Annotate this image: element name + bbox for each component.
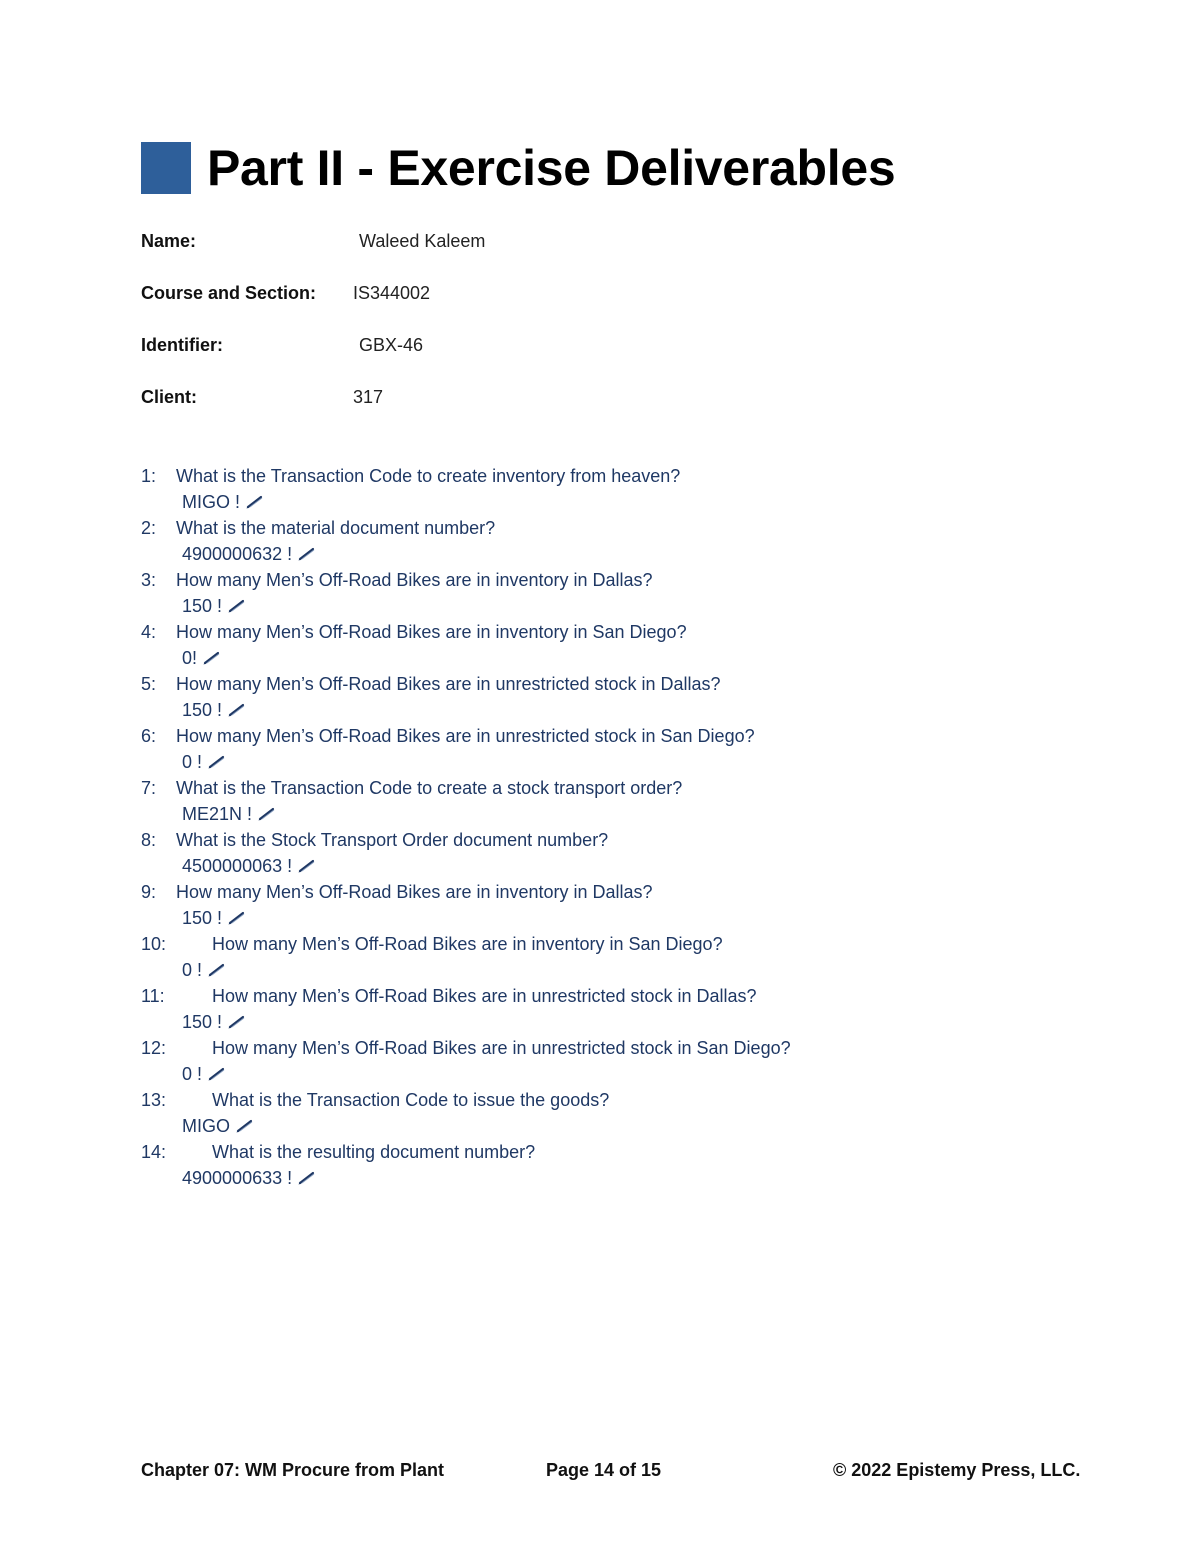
question-item <box>141 775 1141 827</box>
question-line <box>141 775 1141 801</box>
question-text: How many Men’s Off-Road Bikes are in unrestricted stock in Dallas? <box>176 674 721 694</box>
answer-text: 4500000063 ! <box>182 856 293 876</box>
answer-text: 4900000633 ! <box>182 1168 293 1188</box>
question-line <box>141 827 1141 853</box>
question-text: How many Men’s Off-Road Bikes are in inventory in San Diego? <box>212 934 723 954</box>
client-label: Client: <box>141 387 197 407</box>
question-number: 14: <box>141 1142 167 1162</box>
question-line <box>141 931 1141 957</box>
pencil-icon <box>228 911 246 925</box>
question-number: 12: <box>141 1038 167 1058</box>
answer-line <box>141 749 1141 775</box>
answer-text: MIGO <box>182 1116 230 1136</box>
identifier-label: Identifier: <box>141 335 224 355</box>
footer-page-number: Page 14 of 15 <box>546 1460 662 1480</box>
question-item <box>141 723 1141 775</box>
question-number: 8: <box>141 830 157 850</box>
pencil-icon <box>208 755 226 769</box>
question-item <box>141 515 1141 567</box>
question-number: 10: <box>141 934 167 954</box>
question-number: 11: <box>141 986 165 1006</box>
answer-line <box>141 541 1141 567</box>
pencil-icon <box>298 859 316 873</box>
answer-text: ME21N ! <box>182 804 253 824</box>
answer-line <box>141 697 1141 723</box>
answer-line <box>141 489 1141 515</box>
identifier-value: GBX-46 <box>359 335 424 355</box>
question-text: What is the resulting document number? <box>212 1142 536 1162</box>
answer-text: 0 ! <box>182 1064 203 1084</box>
pencil-icon <box>228 1015 246 1029</box>
answer-text: 0 ! <box>182 752 203 772</box>
question-number: 7: <box>141 778 157 798</box>
answer-line <box>141 853 1141 879</box>
question-text: What is the material document number? <box>176 518 496 538</box>
question-number: 2: <box>141 518 157 538</box>
pencil-icon <box>258 807 276 821</box>
course-label: Course and Section: <box>141 283 317 303</box>
question-text: How many Men’s Off-Road Bikes are in unrestricted stock in Dallas? <box>212 986 757 1006</box>
question-line <box>141 463 1141 489</box>
course-value: IS344002 <box>353 283 431 303</box>
question-line <box>141 1139 1141 1165</box>
pencil-icon <box>236 1119 254 1133</box>
question-line <box>141 671 1141 697</box>
pencil-icon <box>298 1171 316 1185</box>
name-label: Name: <box>141 231 197 251</box>
page-title: Part II - Exercise Deliverables <box>207 140 896 196</box>
client-value: 317 <box>353 387 384 407</box>
question-text: What is the Transaction Code to create inventory from heaven? <box>176 466 681 486</box>
footer-chapter: Chapter 07: WM Procure from Plant <box>141 1460 445 1480</box>
answer-text: 0 ! <box>182 960 203 980</box>
pencil-icon <box>228 703 246 717</box>
pencil-icon <box>208 1067 226 1081</box>
question-line <box>141 1087 1141 1113</box>
question-item <box>141 567 1141 619</box>
answer-line <box>141 801 1141 827</box>
name-value: Waleed Kaleem <box>359 231 486 251</box>
question-text: How many Men’s Off-Road Bikes are in inventory in San Diego? <box>176 622 687 642</box>
question-text: What is the Transaction Code to create a stock transport order? <box>176 778 683 798</box>
question-number: 5: <box>141 674 157 694</box>
answer-line <box>141 1009 1141 1035</box>
answer-line <box>141 593 1141 619</box>
answer-line <box>141 1113 1141 1139</box>
question-text: What is the Transaction Code to issue the goods? <box>212 1090 610 1110</box>
heading-accent-square <box>141 142 191 194</box>
questions-list <box>141 463 1141 1191</box>
question-text: How many Men’s Off-Road Bikes are in inventory in Dallas? <box>176 570 653 590</box>
answer-line <box>141 645 1141 671</box>
section-heading <box>141 140 895 196</box>
pencil-icon <box>298 547 316 561</box>
answer-text: 150 ! <box>182 908 223 928</box>
question-item <box>141 1139 1141 1191</box>
pencil-icon <box>228 599 246 613</box>
question-number: 3: <box>141 570 157 590</box>
question-item <box>141 619 1141 671</box>
question-number: 13: <box>141 1090 167 1110</box>
answer-text: 150 ! <box>182 596 223 616</box>
question-text: How many Men’s Off-Road Bikes are in unrestricted stock in San Diego? <box>212 1038 791 1058</box>
answer-line <box>141 1165 1141 1191</box>
question-item <box>141 983 1141 1035</box>
question-text: How many Men’s Off-Road Bikes are in inventory in Dallas? <box>176 882 653 902</box>
answer-text: 150 ! <box>182 700 223 720</box>
question-line <box>141 723 1141 749</box>
question-number: 9: <box>141 882 157 902</box>
answer-line <box>141 905 1141 931</box>
answer-text: 0! <box>182 648 198 668</box>
question-item <box>141 931 1141 983</box>
question-number: 1: <box>141 466 157 486</box>
answer-text: 4900000632 ! <box>182 544 293 564</box>
answer-line <box>141 957 1141 983</box>
question-item <box>141 463 1141 515</box>
question-item <box>141 671 1141 723</box>
question-text: What is the Stock Transport Order document number? <box>176 830 609 850</box>
answer-text: MIGO ! <box>182 492 240 512</box>
question-line <box>141 983 1141 1009</box>
question-item <box>141 827 1141 879</box>
question-line <box>141 1035 1141 1061</box>
question-number: 6: <box>141 726 157 746</box>
pencil-icon <box>246 495 264 509</box>
answer-text: 150 ! <box>182 1012 223 1032</box>
pencil-icon <box>203 651 221 665</box>
question-number: 4: <box>141 622 157 642</box>
pencil-icon <box>208 963 226 977</box>
answer-line <box>141 1061 1141 1087</box>
question-line <box>141 879 1141 905</box>
question-text: How many Men’s Off-Road Bikes are in unrestricted stock in San Diego? <box>176 726 755 746</box>
question-item <box>141 879 1141 931</box>
question-item <box>141 1035 1141 1087</box>
question-line <box>141 567 1141 593</box>
footer-copyright: © 2022 Epistemy Press, LLC. <box>833 1460 1081 1480</box>
question-line <box>141 619 1141 645</box>
question-line <box>141 515 1141 541</box>
question-item <box>141 1087 1141 1139</box>
